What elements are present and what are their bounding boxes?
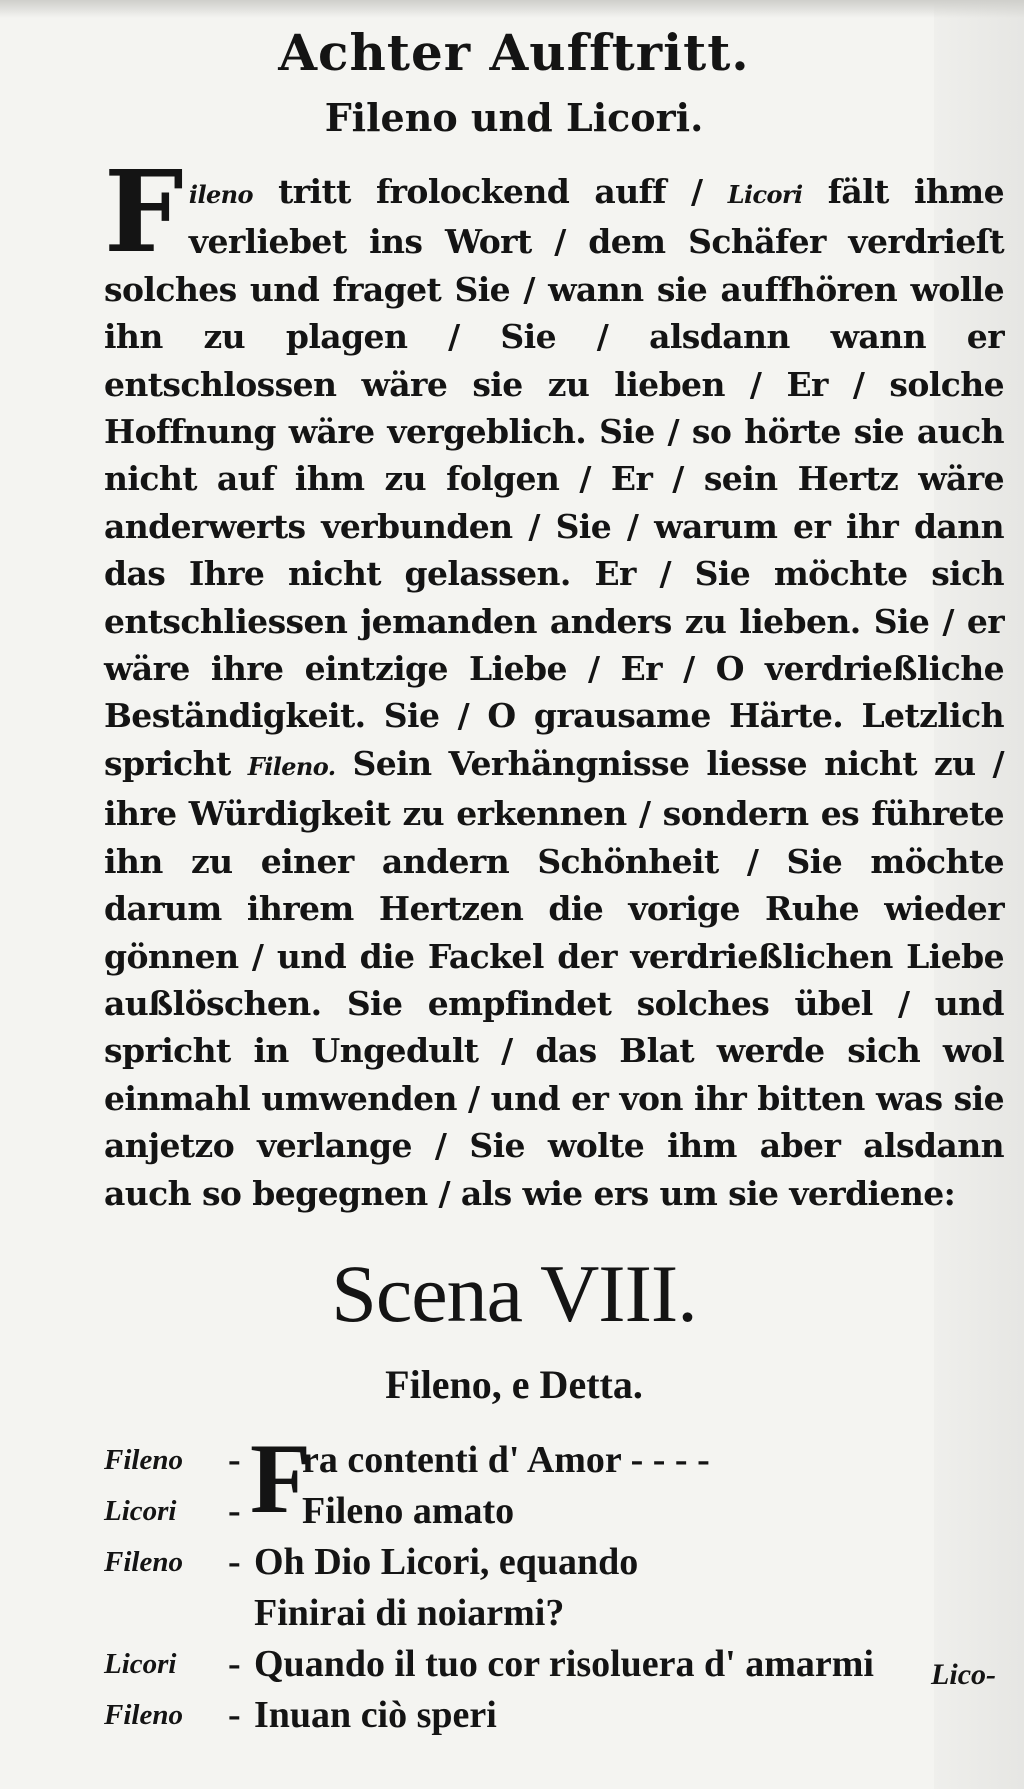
speaker-name: Licori [727,180,803,209]
catchword: Lico- [931,1658,996,1691]
line-text: Quando il tuo cor risoluera d' amarmi [254,1642,874,1685]
speaker-name: Fileno [104,1545,183,1578]
dialogue [104,1422,1004,1741]
speaker-name: Fileno [104,1698,183,1731]
dialogue-line [104,1486,1004,1537]
line-text: Oh Dio Licori, equando [254,1540,639,1583]
line-text: ra contenti d' Amor - - - - [302,1438,710,1481]
dialogue-line [104,1639,1004,1690]
line-dash: - [228,1693,241,1736]
line-text: Inuan ciò speri [254,1693,497,1736]
line-dash: - [228,1642,241,1685]
page-content [104,18,1004,1741]
dialogue-line [104,1537,1004,1588]
scene-heading-german: Achter Aufftritt. [278,23,750,82]
line-dash: - [228,1489,241,1532]
dialogue-line [104,1690,1004,1741]
speaker-name: Licori [104,1494,177,1527]
drop-cap: F [104,147,183,278]
speaker-name: Licori [104,1647,177,1680]
dialogue-line [104,1588,1004,1639]
page-top-shadow [0,0,1024,18]
summary-text: tritt frolockend auff / [252,172,728,211]
drop-cap: F [250,1422,312,1534]
characters-heading-italian: Fileno, e Detta. [385,1361,643,1407]
line-dash: - [228,1438,241,1481]
line-dash: - [228,1540,241,1583]
characters-heading-german: Fileno und Licori. [324,95,704,140]
summary-text: fält ihme verliebet ins Wort / dem Schäfer verdrieſt solches und fraget Sie / wann sie auffhören wolle ihn zu plagen / Sie / alsdann wann er entschlossen wäre sie zu lieben / Er / solche Hoffnung wäre vergeblich. Sie / so hörte sie auch nicht auf ihm zu folgen / Er / sein Hertz wäre anderwerts verbunden / Sie / warum er ihr dann das Ihre nicht gelassen. Er / Sie möchte sich entschliessen jemanden anders zu lieben. Sie / er wäre ihre eintzige Liebe / Er / O verdrießliche Beständigkeit. Sie / O grausame Härte. Letzlich spricht [104,172,1004,783]
scene-summary [104,147,1005,1217]
line-text: Finirai di noiarmi? [254,1591,565,1634]
scene-heading-italian: Scena VIII. [331,1247,697,1339]
speaker-name: Fileno. [247,751,336,781]
speaker-name: ileno [188,180,253,209]
summary-text: Sein Verhängnisse liesse nicht zu / ihre Würdigkeit zu erkennen / sondern es führete ihn zu einer andern Schönheit / Sie möchte darum ihrem Hertzen die vorige Ruhe wieder gönnen / und die Fackel der verdrießlichen Liebe außlöschen. Sie empfindet solches übel / und spricht in Ungedult / das Blat werde sich wol einmahl umwenden / und er von ihr bitten was sie anjetzo verlange / Sie wolte ihm aber alsdann auch so begegnen / als wie ers um sie verdiene: [104,743,1005,1213]
speaker-name: Fileno [104,1443,183,1476]
line-text: Fileno amato [302,1489,515,1532]
